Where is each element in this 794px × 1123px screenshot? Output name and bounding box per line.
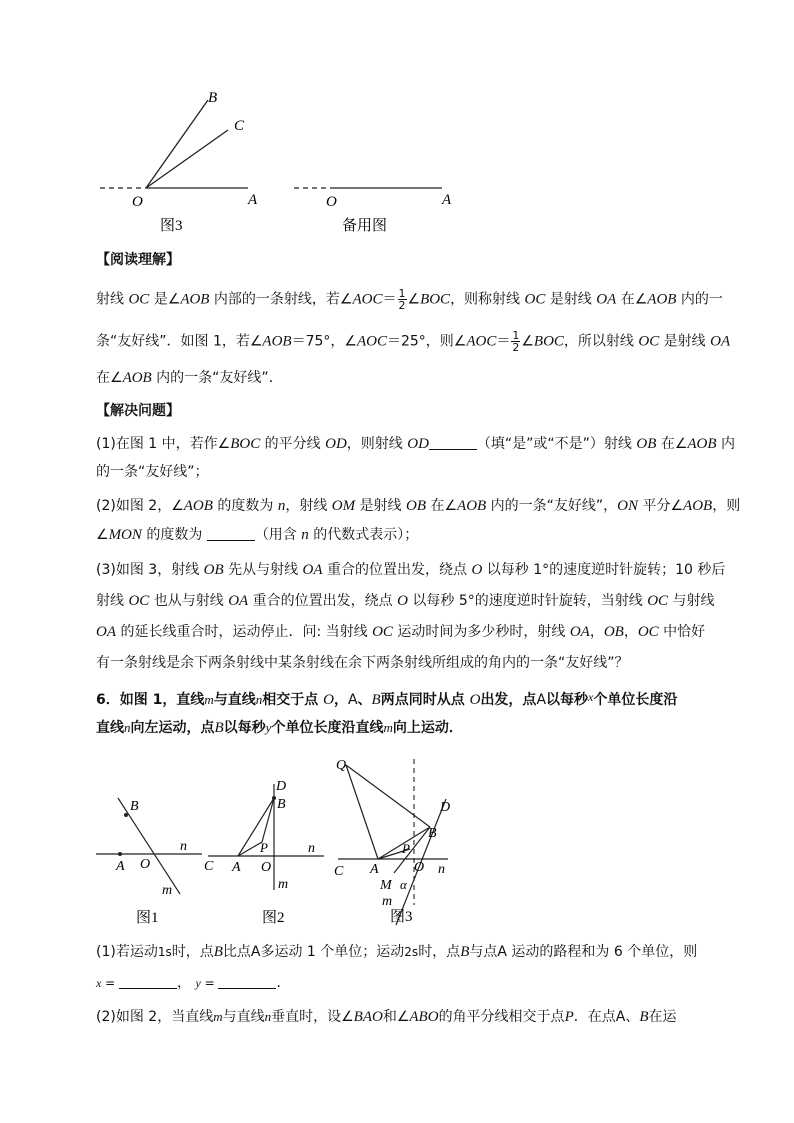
figure-1-lines: [96, 790, 206, 930]
fig1-label-o: O: [140, 857, 151, 872]
fig1-label-m: m: [162, 883, 173, 898]
reading-line-3: 在∠AOB 内的一条“友好线”．: [96, 370, 283, 386]
fig3b-label-n: n: [438, 862, 445, 877]
fig2-label-d: D: [276, 779, 287, 794]
line-m: [118, 798, 180, 894]
label-o: O: [132, 194, 143, 210]
solve-header: 【解决问题】: [96, 403, 180, 419]
figure-2-perpendicular: [200, 770, 330, 930]
figure-1-svg: [96, 790, 206, 930]
figure-3b-svg: [332, 755, 462, 930]
fig3b-label-b: B: [428, 826, 437, 841]
fig3b-segment-qa: [346, 765, 378, 859]
q1-line-2: 的一条“友好线”；: [96, 464, 209, 480]
ray-ob: [146, 100, 208, 188]
reading-header: 【阅读理解】: [96, 252, 180, 268]
q2-line-2: ∠MON 的度数为 （用含 n 的代数式表示）；: [96, 527, 419, 543]
spare-label-o: O: [326, 194, 337, 210]
caption-fig3: 图3: [160, 218, 183, 234]
fig3b-segment-qb: [346, 765, 430, 827]
label-a: A: [248, 192, 258, 208]
fig2-label-p: P: [260, 840, 268, 855]
fig3b-label-p: P: [402, 841, 410, 856]
fig3b-label-d: D: [440, 800, 451, 815]
label-c: C: [234, 118, 245, 134]
fig3b-label-m-point: M: [380, 878, 392, 893]
figure-3-rays: [96, 86, 276, 236]
p6-q1-line-2: x = ， y = ．: [96, 975, 291, 991]
p6-line-2: 直线n向左运动，点B以每秒y个单位长度沿直线m向上运动．: [96, 720, 463, 736]
fig2-label-m: m: [278, 877, 289, 892]
p6-q1-line-1: (1)若运动1s时，点B比点A多运动 1 个单位；运动2s时，点B与点A 运动的路程和为 6 个单位，则: [96, 944, 698, 960]
fig2-point-b: [272, 796, 276, 800]
reading-line-1: 射线 OC 是∠AOB 内部的一条射线，若∠AOC＝ $\frac{1}{2}$ ∠BOC，则称射线 OC 是射线 OA 在∠AOB 内的一: [96, 287, 723, 312]
q3-line-4: 有一条射线是余下两条射线中某条射线在余下两条射线所组成的角内的一条“友好线”？: [96, 655, 629, 671]
fig2-segment-ab: [238, 798, 274, 856]
fraction-half: $\frac{1}{2}$: [398, 287, 406, 312]
q3-line-3: OA 的延长线重合时，运动停止．问: 当射线 OC 运动时间为多少秒时，射线 OA，OB，OC 中恰好: [96, 624, 706, 640]
answer-x-blank[interactable]: [119, 974, 177, 989]
answer-y-blank[interactable]: [218, 974, 276, 989]
point-b: [124, 813, 128, 817]
fig3b-label-c: C: [334, 864, 344, 879]
fig3b-label-m-line: m: [382, 894, 393, 909]
caption-fig2: 图2: [262, 910, 285, 926]
q2-answer-blank[interactable]: [207, 526, 255, 541]
fig3b-segment-bm: [394, 827, 430, 873]
spare-label-a: A: [442, 192, 452, 208]
fig3b-label-a: A: [370, 862, 379, 877]
ray-oc: [146, 130, 228, 188]
caption-spare: 备用图: [342, 218, 388, 234]
figure-spare-svg: [290, 86, 470, 236]
figure-3-oblique: [332, 755, 462, 930]
fig1-label-n: n: [180, 839, 187, 854]
fig2-label-o: O: [261, 860, 272, 875]
figure-3-svg: [96, 86, 276, 236]
fig2-bisector-a: [238, 842, 262, 856]
point-a: [118, 852, 122, 856]
caption-fig3b: 图3: [390, 909, 413, 925]
fig2-label-b: B: [277, 797, 286, 812]
fig2-label-n: n: [308, 841, 315, 856]
fig3b-label-q: Q: [336, 758, 347, 773]
figure-2-svg: [200, 770, 330, 930]
fig3b-label-o: O: [414, 860, 425, 875]
label-b: B: [208, 90, 218, 106]
fraction-half-2: $\frac{1}{2}$: [512, 329, 520, 354]
fig2-label-a: A: [232, 860, 241, 875]
q1-answer-blank[interactable]: [429, 435, 477, 450]
q3-line-1: (3)如图 3，射线 OB 先从与射线 OA 重合的位置出发，绕点 O 以每秒 1°的速度逆时针旋转；10 秒后: [96, 562, 726, 578]
q3-line-2: 射线 OC 也从与射线 OA 重合的位置出发，绕点 O 以每秒 5°的速度逆时针旋转，当射线 OC 与射线: [96, 593, 715, 609]
q2-line-1: (2)如图 2，∠AOB 的度数为 n，射线 OM 是射线 OB 在∠AOB 内的一条“友好线”，ON 平分∠AOB，则: [96, 498, 741, 514]
q1-line-1: (1)在图 1 中，若作∠BOC 的平分线 OD，则射线 OD （填“是”或“不是”）射线 OB 在∠AOB 内: [96, 436, 736, 452]
fig1-label-b: B: [130, 799, 139, 814]
figure-spare: [290, 86, 470, 236]
fig3b-label-alpha: α: [400, 877, 407, 892]
p6-q2-line-1: (2)如图 2，当直线m与直线n垂直时，设∠BAO和∠ABO的角平分线相交于点P．在点A、B在运: [96, 1009, 677, 1025]
reading-line-2: 条“友好线”．如图 1，若∠AOB＝75°，∠AOC＝25°，则∠AOC＝ $\frac{1}{2}$ ∠BOC，所以射线 OC 是射线 OA: [96, 329, 731, 354]
fig2-label-c: C: [204, 859, 214, 874]
fig2-bisector-b: [262, 798, 274, 842]
p6-line-1: 6．如图 1，直线m与直线n相交于点 O，A、B两点同时从点 O出发，点A以每秒x个单位长度沿: [96, 690, 678, 708]
caption-fig1: 图1: [136, 910, 159, 926]
fig1-label-a: A: [116, 859, 125, 874]
